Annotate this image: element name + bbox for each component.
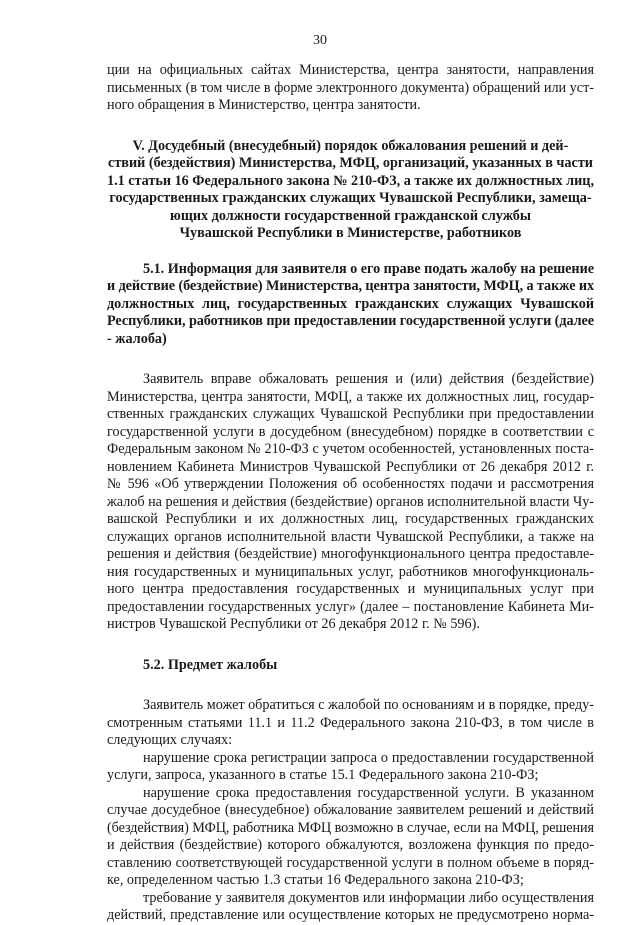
text-line: № 596 «Об утверждении Положения об особенностях подачи и рассмотрения: [107, 476, 594, 492]
heading-line: ющих должности государственной гражданской службы: [170, 207, 531, 224]
text-line: Заявитель вправе обжаловать решения и (или) действия (бездействие): [143, 371, 594, 387]
paragraph-5-2: [107, 697, 594, 750]
text-line: (бездействия) МФЦ, работника МФЦ возможно в случае, если на МФЦ, решения: [107, 819, 594, 836]
heading-line: ствий (бездействия) Министерства, МФЦ, организаций, указанных в части: [108, 155, 593, 171]
text-line: услуги, запроса, указанного в статье 15.1 Федерального закона 210-ФЗ;: [107, 767, 539, 783]
text-line: письменных (в том числе в форме электронного документа) обращений или уст-: [107, 79, 594, 96]
text-line: новлением Кабинета Министров Чувашской Республики от 26 декабря 2012 г.: [107, 458, 594, 475]
text-line: Федеральным законом № 210-ФЗ с учетом особенностей, установленных поста-: [107, 441, 594, 457]
text-line: случае досудебное (внесудебное) обжалование заявителем решений и действий: [107, 802, 594, 818]
heading-line: государственных гражданских служащих Чувашской Республики, замеща-: [109, 190, 592, 206]
text-line: предоставлении государственных услуг» (далее – постановление Кабинета Ми-: [107, 598, 594, 615]
heading-line: и действие (бездействие) Министерства, центра занятости, МФЦ, а также их: [107, 278, 594, 294]
paragraph-5-1: [107, 371, 594, 634]
heading-line: 5.2. Предмет жалобы: [143, 656, 278, 673]
text-line: государственной услуги в досудебном (внесудебном) порядке в соответствии с: [107, 423, 594, 440]
text-line: ции на официальных сайтах Министерства, центра занятости, направления: [107, 62, 594, 78]
text-line: служащих органов исполнительной власти Чувашской Республики, а также на: [107, 528, 594, 545]
text-line: нарушение срока регистрации запроса о предоставлении государственной: [143, 749, 594, 766]
heading-line: 5.1. Информация для заявителя о его праве подать жалобу на решение: [143, 260, 594, 277]
text-line: ставлению соответствующей государственной услуги в полном объеме в поряд-: [107, 854, 594, 871]
heading-5-1: [107, 261, 594, 349]
text-line: действий, представление или осуществление которых не предусмотрено норма-: [107, 907, 594, 923]
text-line: следующих случаях:: [107, 732, 233, 748]
intro-paragraph: [107, 62, 594, 115]
page-text: [107, 62, 594, 925]
text-line: ке, определенном частью 1.3 статьи 16 Федерального закона 210-ФЗ;: [107, 872, 524, 888]
text-line: вашской Республики и их должностных лиц, государственных гражданских: [107, 511, 594, 527]
heading-line: - жалоба): [107, 330, 167, 347]
text-line: решения и действия (бездействие) многофункционального центра предоставле-: [107, 546, 594, 562]
text-line: требование у заявителя документов или информации либо осуществления: [143, 889, 594, 906]
text-line: жалоб на решения и действия (бездействие) органов исполнительной власти Чу-: [107, 493, 594, 510]
text-line: Заявитель может обратиться с жалобой по основаниям и в порядке, преду-: [143, 697, 594, 713]
page-number: 30: [313, 33, 327, 48]
text-line: и действия (бездействие) которого обжалуются, возложена функция по предо-: [107, 837, 594, 853]
heading-5-2: [107, 657, 594, 675]
text-line: Министерства, центра занятости, МФЦ, а также их должностных лиц, государ-: [107, 388, 594, 405]
heading-line: 1.1 статьи 16 Федерального закона № 210-ФЗ, а также их должностных лиц,: [107, 172, 594, 189]
heading-line: V. Досудебный (внесудебный) порядок обжалования решений и дей-: [132, 137, 569, 154]
heading-line: должностных лиц, государственных гражданских служащих Чувашской: [107, 295, 594, 312]
text-line: смотренным статьями 11.1 и 11.2 Федерального закона 210-ФЗ, в том числе в: [107, 714, 594, 731]
text-line: нарушение срока предоставления государственной услуги. В указанном: [143, 784, 594, 801]
text-line: нистров Чувашской Республики от 26 декабря 2012 г. № 596).: [107, 616, 480, 632]
text-line: ственных гражданских служащих Чувашской Республики при предоставлении: [107, 406, 594, 422]
list-item: [107, 750, 594, 785]
text-line: ния государственных и муниципальных услуг, работников многофункциональ-: [107, 563, 594, 580]
text-line: ного центра предоставления государственных и муниципальных услуг при: [107, 581, 594, 597]
list-item: [107, 785, 594, 890]
heading-line: Республики, работников при предоставлении государственной услуги (далее: [107, 313, 594, 329]
list-item: [107, 890, 594, 925]
heading-line: Чувашской Республики в Министерстве, работников: [179, 225, 522, 241]
section-v-heading: [107, 138, 594, 243]
text-line: ного обращения в Министерство, центра занятости.: [107, 97, 421, 113]
